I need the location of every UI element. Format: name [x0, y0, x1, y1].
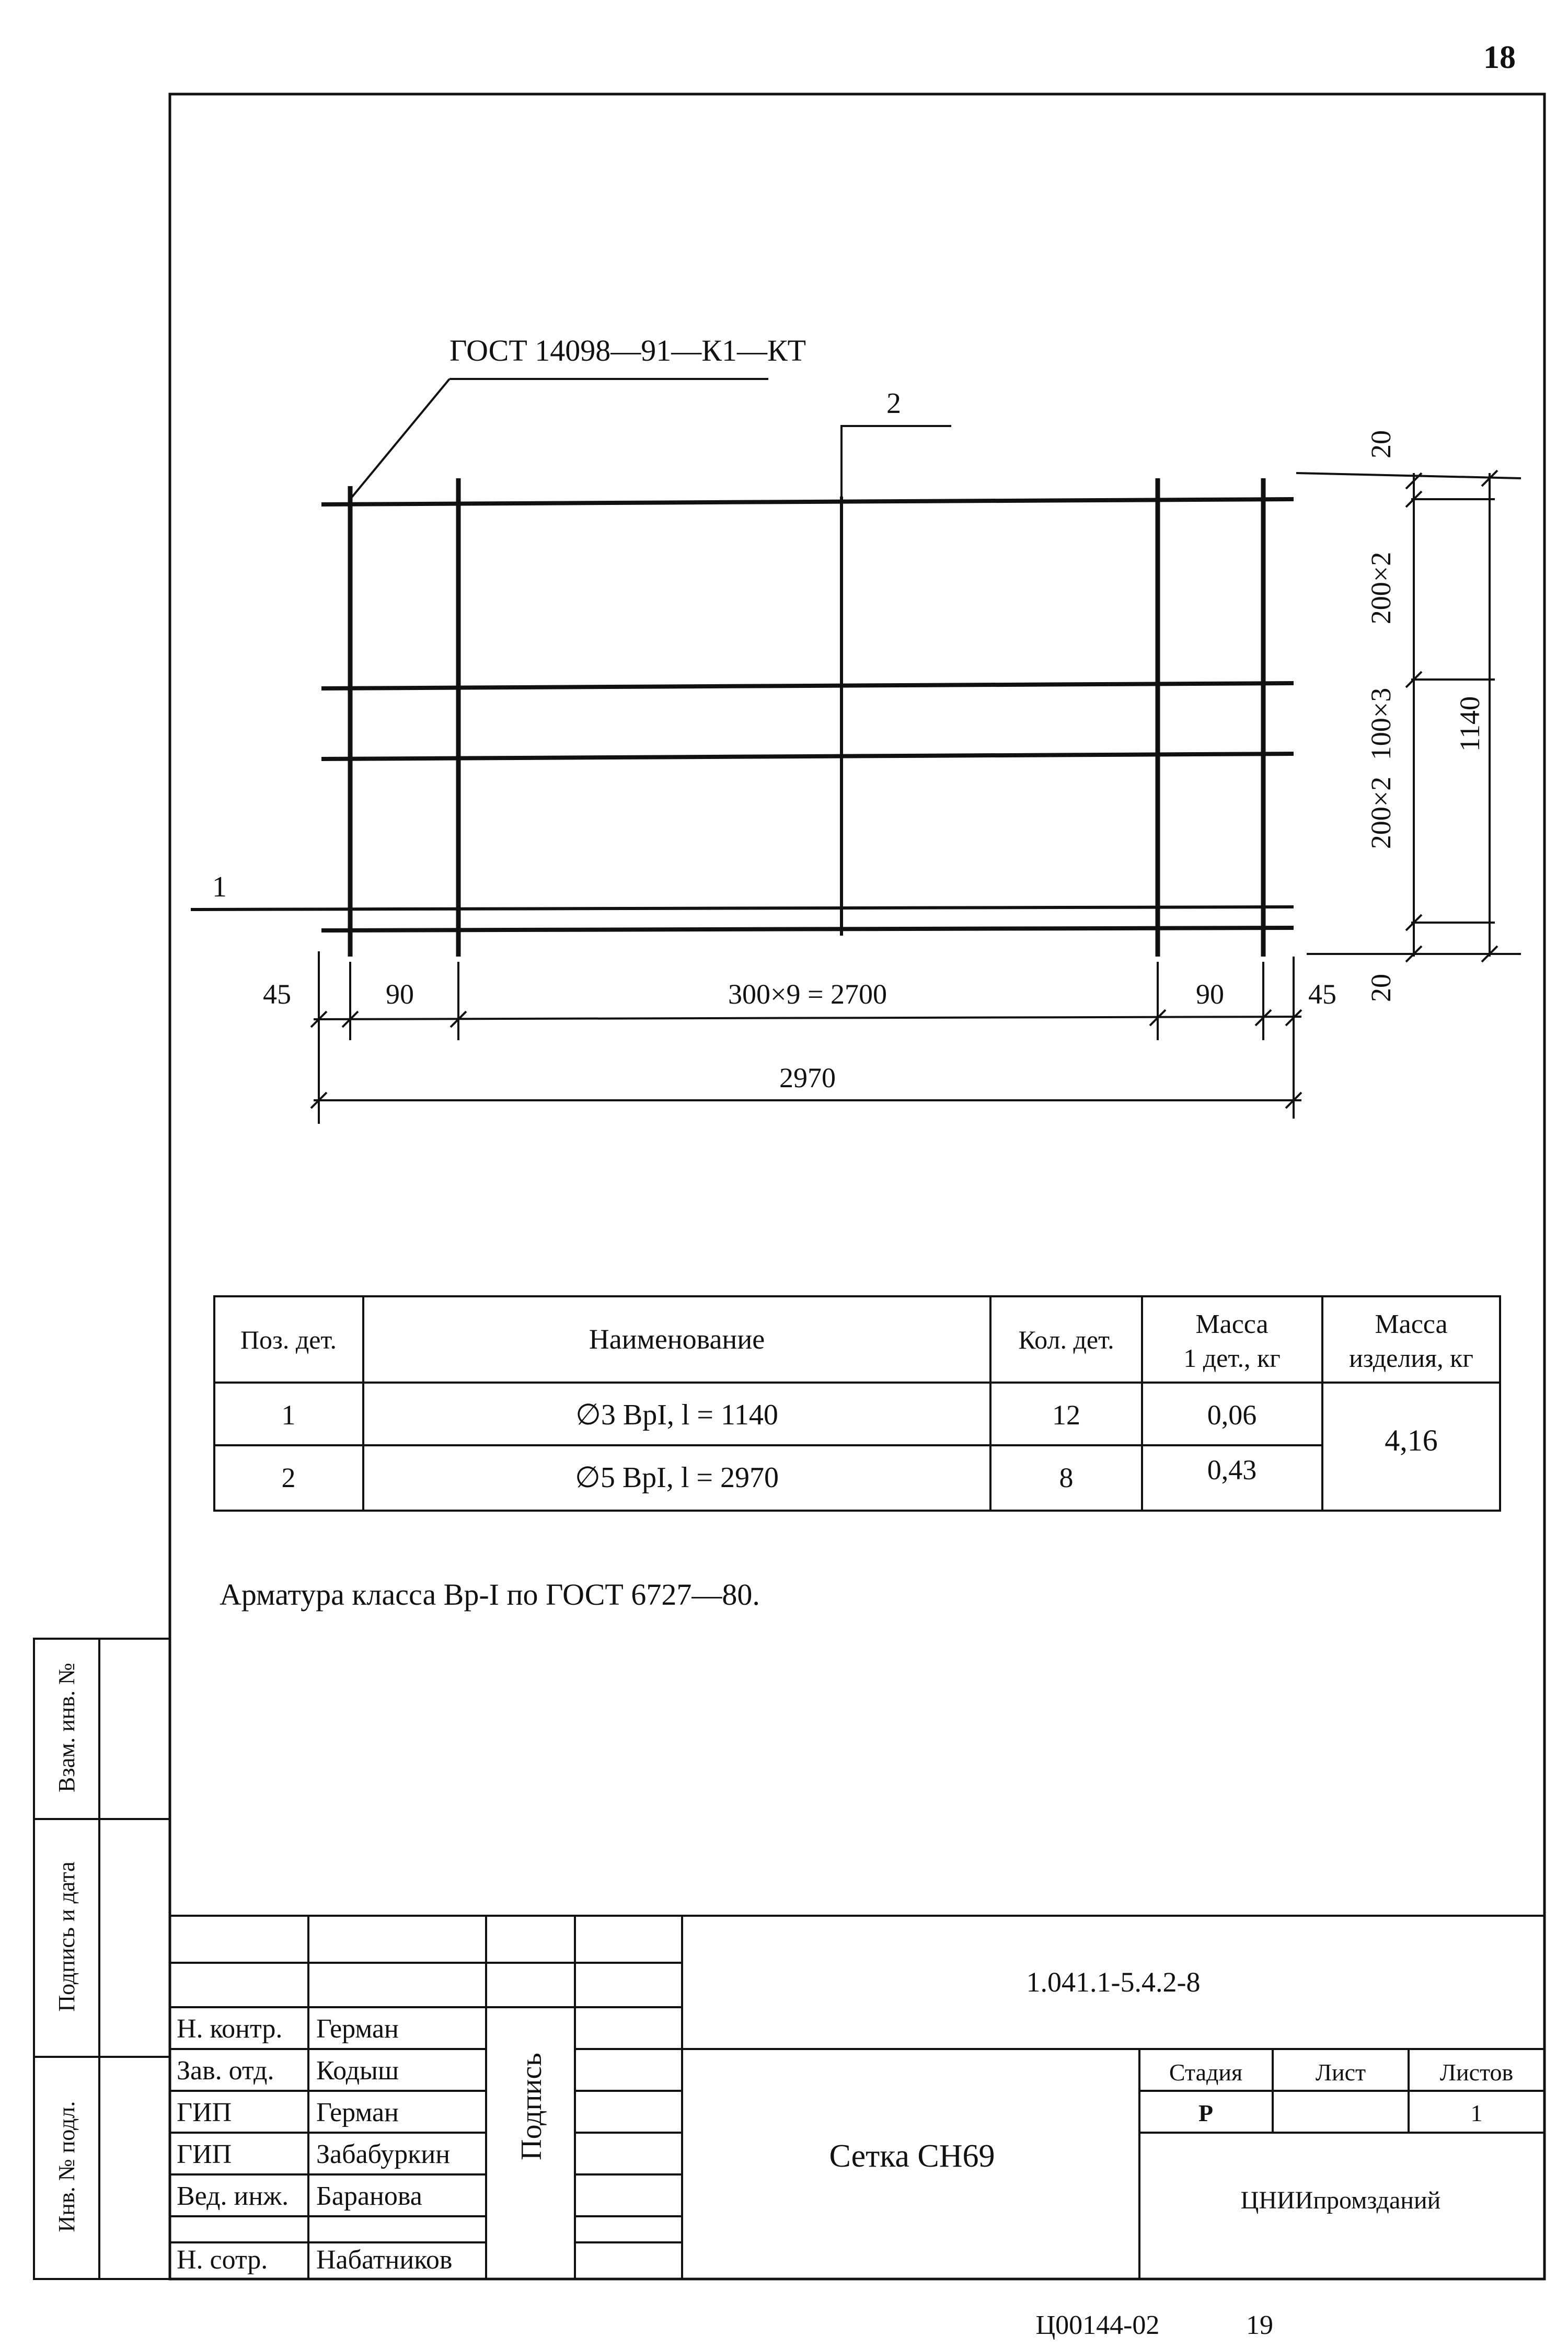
tb-role-2: ГИП	[177, 2098, 232, 2127]
row2-qty: 8	[1059, 1462, 1074, 1493]
dim-total-horizontal: 2970	[779, 1062, 836, 1094]
longitudinal-bar	[321, 754, 1294, 759]
tb-role-3: ГИП	[177, 2139, 232, 2169]
footer-number: 19	[1246, 2310, 1273, 2340]
horizontal-dimensions	[311, 951, 1301, 1124]
tb-name-2: Герман	[316, 2098, 399, 2127]
spec-table	[214, 1296, 1500, 1511]
tb-name-3: Забабуркин	[316, 2139, 451, 2169]
weld-leader	[350, 379, 449, 499]
vertical-dimensions	[1296, 470, 1521, 962]
row1-name: ∅3 ВрI, l = 1140	[575, 1399, 778, 1431]
tb-name-1: Кодыш	[316, 2056, 399, 2086]
tb-name-5: Набатников	[316, 2245, 453, 2275]
tb-stage-label: Стадия	[1169, 2059, 1243, 2086]
longitudinal-bar	[321, 928, 1294, 930]
row2-name: ∅5 ВрI, l = 2970	[575, 1461, 779, 1494]
row1-pos: 1	[281, 1399, 296, 1431]
th-mass-total-1: Масса	[1375, 1309, 1448, 1339]
row2-mass: 0,43	[1207, 1454, 1257, 1486]
longitudinal-bar	[321, 683, 1294, 688]
tb-code: 1.041.1-5.4.2-8	[1026, 1966, 1201, 1998]
dim-left-gap: 90	[386, 979, 414, 1010]
dim-middle: 300×9 = 2700	[728, 979, 887, 1010]
dim-spacing-middle: 100×3	[1365, 687, 1397, 761]
row1-qty: 12	[1052, 1399, 1080, 1431]
footer-code: Ц00144-02	[1035, 2310, 1160, 2340]
tb-role-0: Н. контр.	[177, 2014, 283, 2044]
page-number: 18	[1483, 40, 1516, 75]
th-qty: Кол. дет.	[1018, 1325, 1114, 1354]
side-vzam: Взам. инв. №	[54, 1663, 79, 1792]
longitudinal-bar	[321, 499, 1294, 504]
dim-bottom-end: 20	[1365, 974, 1397, 1002]
dim-left-end: 45	[263, 979, 291, 1010]
position-2-leader	[841, 426, 951, 502]
side-podpis-data: Подпись и дата	[54, 1861, 79, 2012]
dim-spacing-top: 200×2	[1365, 551, 1397, 625]
dim-total-vertical: 1140	[1454, 696, 1485, 752]
mesh-drawing	[191, 379, 1294, 957]
tb-sheets-value: 1	[1470, 2100, 1483, 2126]
th-mass-one-1: Масса	[1195, 1309, 1269, 1339]
tb-stage-value: Р	[1198, 2100, 1214, 2126]
th-mass-one-2: 1 дет., кг	[1183, 1343, 1281, 1373]
dim-top-end: 20	[1365, 430, 1397, 458]
tb-role-1: Зав. отд.	[177, 2056, 274, 2086]
position-2-label: 2	[886, 387, 901, 420]
sheet-frame	[170, 94, 1544, 2279]
row2-pos: 2	[281, 1462, 296, 1493]
th-pos: Поз. дет.	[240, 1325, 337, 1354]
tb-sheet-label: Лист	[1315, 2059, 1366, 2086]
longitudinal-bar	[191, 907, 1294, 910]
row1-mass: 0,06	[1207, 1399, 1257, 1431]
dim-spacing-bottom: 200×2	[1365, 776, 1397, 849]
note-text: Арматура класса Вр-I по ГОСТ 6727—80.	[220, 1578, 760, 1612]
tb-signature-header: Подпись	[515, 2053, 548, 2160]
tb-role-4: Вед. инж.	[177, 2181, 289, 2211]
weld-callout: ГОСТ 14098—91—К1—КТ	[449, 333, 806, 367]
total-mass: 4,16	[1385, 1423, 1438, 1457]
tb-organization: ЦНИИпромзданий	[1240, 2186, 1441, 2214]
position-1-label: 1	[212, 871, 227, 903]
dim-right-gap: 90	[1196, 979, 1224, 1010]
dim-right-end: 45	[1308, 979, 1336, 1010]
tb-role-5: Н. сотр.	[177, 2245, 268, 2275]
tb-product-title: Сетка СН69	[829, 2138, 995, 2174]
th-mass-total-2: изделия, кг	[1349, 1343, 1473, 1373]
th-name: Наименование	[589, 1323, 765, 1355]
tb-sheets-label: Листов	[1439, 2059, 1514, 2086]
tb-name-0: Герман	[316, 2014, 399, 2044]
side-inv-podl: Инв. № подл.	[54, 2101, 79, 2232]
tb-name-4: Баранова	[316, 2181, 422, 2211]
